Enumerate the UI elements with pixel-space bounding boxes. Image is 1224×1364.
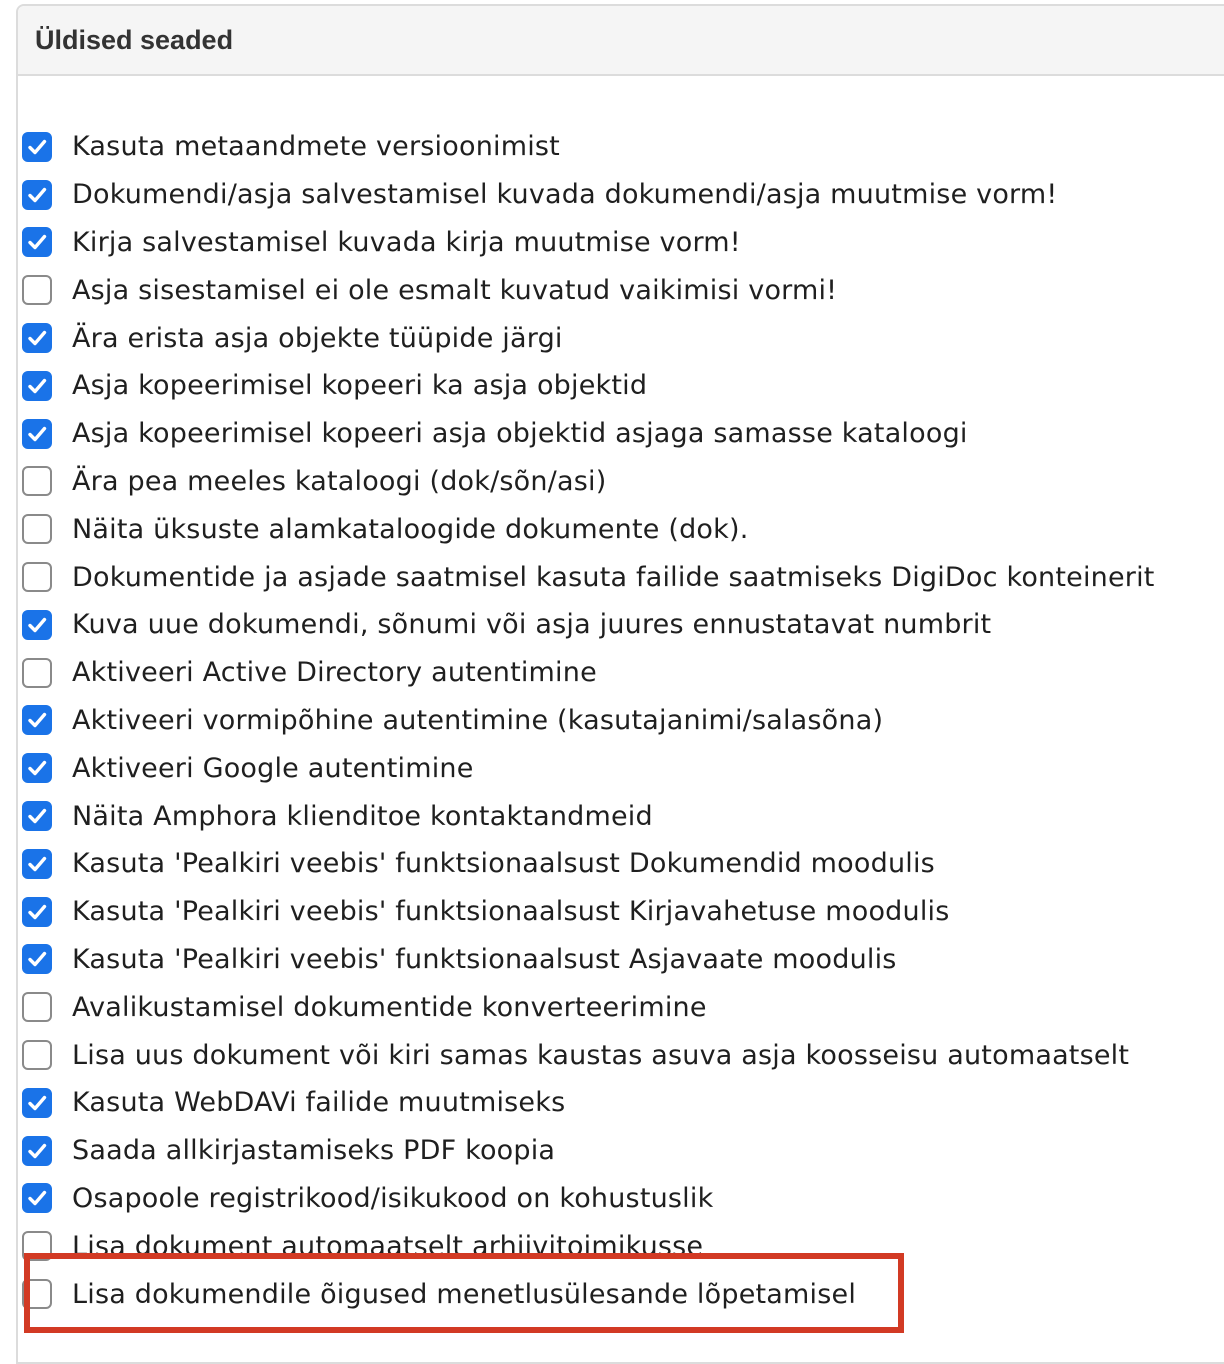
checkbox-checked[interactable] <box>22 801 52 831</box>
settings-option[interactable] <box>22 314 1155 362</box>
settings-option[interactable] <box>22 171 1155 219</box>
checkmark-icon <box>26 1187 48 1209</box>
settings-option[interactable] <box>22 458 1155 506</box>
checkbox-checked[interactable] <box>22 371 52 401</box>
option-label[interactable]: Asja sisestamisel ei ole esmalt kuvatud vaikimisi vormi! <box>72 274 838 306</box>
checkbox-checked[interactable] <box>22 132 52 162</box>
checkbox-unchecked[interactable] <box>22 466 52 496</box>
checkmark-icon <box>26 948 48 970</box>
checkmark-icon <box>26 757 48 779</box>
settings-option[interactable] <box>22 1222 1155 1270</box>
settings-options-list <box>22 123 1155 1318</box>
option-label[interactable]: Ära erista asja objekte tüüpide järgi <box>72 322 563 354</box>
settings-option[interactable] <box>22 1175 1155 1223</box>
option-label[interactable]: Dokumentide ja asjade saatmisel kasuta failide saatmiseks DigiDoc konteinerit <box>72 561 1155 593</box>
option-label[interactable]: Näita Amphora klienditoe kontaktandmeid <box>72 800 653 832</box>
checkbox-unchecked[interactable] <box>22 275 52 305</box>
option-label[interactable]: Asja kopeerimisel kopeeri asja objektid asjaga samasse kataloogi <box>72 418 968 450</box>
settings-option[interactable] <box>22 1079 1155 1127</box>
settings-option[interactable] <box>22 744 1155 792</box>
checkbox-unchecked[interactable] <box>22 992 52 1022</box>
checkbox-unchecked[interactable] <box>22 1040 52 1070</box>
settings-option[interactable] <box>22 266 1155 314</box>
option-label[interactable]: Kasuta metaandmete versioonimist <box>72 131 560 163</box>
checkbox-checked[interactable] <box>22 323 52 353</box>
option-label[interactable]: Kasuta WebDAVi failide muutmiseks <box>72 1087 566 1119</box>
option-label[interactable]: Osapoole registrikood/isikukood on kohustuslik <box>72 1182 714 1214</box>
option-label[interactable]: Lisa dokument automaatselt arhiivitoimikusse <box>72 1230 704 1262</box>
settings-option[interactable] <box>22 219 1155 267</box>
option-label[interactable]: Näita üksuste alamkataloogide dokumente (dok). <box>72 513 749 545</box>
checkbox-unchecked[interactable] <box>22 658 52 688</box>
settings-option[interactable] <box>22 888 1155 936</box>
checkmark-icon <box>26 1092 48 1114</box>
option-label[interactable]: Lisa dokumendile õigused menetlusülesande lõpetamisel <box>72 1278 857 1310</box>
checkbox-checked[interactable] <box>22 180 52 210</box>
checkbox-checked[interactable] <box>22 944 52 974</box>
panel-title: Üldised seaded <box>35 24 234 55</box>
option-label[interactable]: Aktiveeri Google autentimine <box>72 752 474 784</box>
option-label[interactable]: Asja kopeerimisel kopeeri ka asja objektid <box>72 370 648 402</box>
checkmark-icon <box>26 709 48 731</box>
option-label[interactable]: Aktiveeri vormipõhine autentimine (kasutajanimi/salasõna) <box>72 704 884 736</box>
checkmark-icon <box>26 184 48 206</box>
checkbox-unchecked[interactable] <box>22 1231 52 1261</box>
option-label[interactable]: Saada allkirjastamiseks PDF koopia <box>72 1135 556 1167</box>
checkbox-checked[interactable] <box>22 227 52 257</box>
checkbox-unchecked[interactable] <box>22 514 52 544</box>
settings-option[interactable] <box>22 505 1155 553</box>
checkbox-checked[interactable] <box>22 419 52 449</box>
settings-option[interactable] <box>22 410 1155 458</box>
checkbox-checked[interactable] <box>22 897 52 927</box>
settings-option[interactable] <box>22 936 1155 984</box>
checkmark-icon <box>26 375 48 397</box>
settings-option[interactable] <box>22 362 1155 410</box>
panel-header <box>18 6 1224 76</box>
checkmark-icon <box>26 327 48 349</box>
option-label[interactable]: Lisa uus dokument või kiri samas kaustas asuva asja koosseisu automaatselt <box>72 1039 1130 1071</box>
checkbox-checked[interactable] <box>22 1183 52 1213</box>
checkmark-icon <box>26 901 48 923</box>
option-label[interactable]: Aktiveeri Active Directory autentimine <box>72 657 597 689</box>
checkbox-checked[interactable] <box>22 753 52 783</box>
option-label[interactable]: Kasuta 'Pealkiri veebis' funktsionaalsust Kirjavahetuse moodulis <box>72 896 950 928</box>
option-label[interactable]: Kirja salvestamisel kuvada kirja muutmise vorm! <box>72 226 741 258</box>
settings-option[interactable] <box>22 553 1155 601</box>
option-label[interactable]: Ära pea meeles kataloogi (dok/sõn/asi) <box>72 465 607 497</box>
checkmark-icon <box>26 805 48 827</box>
settings-option[interactable] <box>22 123 1155 171</box>
checkmark-icon <box>26 1140 48 1162</box>
settings-option[interactable] <box>22 1031 1155 1079</box>
checkbox-checked[interactable] <box>22 705 52 735</box>
settings-option[interactable] <box>22 601 1155 649</box>
checkmark-icon <box>26 423 48 445</box>
checkbox-checked[interactable] <box>22 849 52 879</box>
checkbox-unchecked[interactable] <box>22 562 52 592</box>
settings-option[interactable] <box>22 792 1155 840</box>
checkbox-unchecked[interactable] <box>22 1279 52 1309</box>
checkbox-checked[interactable] <box>22 1136 52 1166</box>
checkbox-checked[interactable] <box>22 1088 52 1118</box>
checkmark-icon <box>26 231 48 253</box>
settings-option[interactable] <box>22 983 1155 1031</box>
option-label[interactable]: Kasuta 'Pealkiri veebis' funktsionaalsust Dokumendid moodulis <box>72 848 935 880</box>
settings-option[interactable] <box>22 840 1155 888</box>
option-label[interactable]: Avalikustamisel dokumentide konverteerimine <box>72 991 707 1023</box>
checkmark-icon <box>26 614 48 636</box>
option-label[interactable]: Kasuta 'Pealkiri veebis' funktsionaalsust Asjavaate moodulis <box>72 943 897 975</box>
checkmark-icon <box>26 853 48 875</box>
option-label[interactable]: Kuva uue dokumendi, sõnumi või asja juures ennustatavat numbrit <box>72 609 992 641</box>
checkmark-icon <box>26 136 48 158</box>
settings-option[interactable] <box>22 649 1155 697</box>
settings-option[interactable] <box>22 1270 1155 1318</box>
settings-option[interactable] <box>22 697 1155 745</box>
settings-option[interactable] <box>22 1127 1155 1175</box>
option-label[interactable]: Dokumendi/asja salvestamisel kuvada dokumendi/asja muutmise vorm! <box>72 179 1058 211</box>
checkbox-checked[interactable] <box>22 610 52 640</box>
